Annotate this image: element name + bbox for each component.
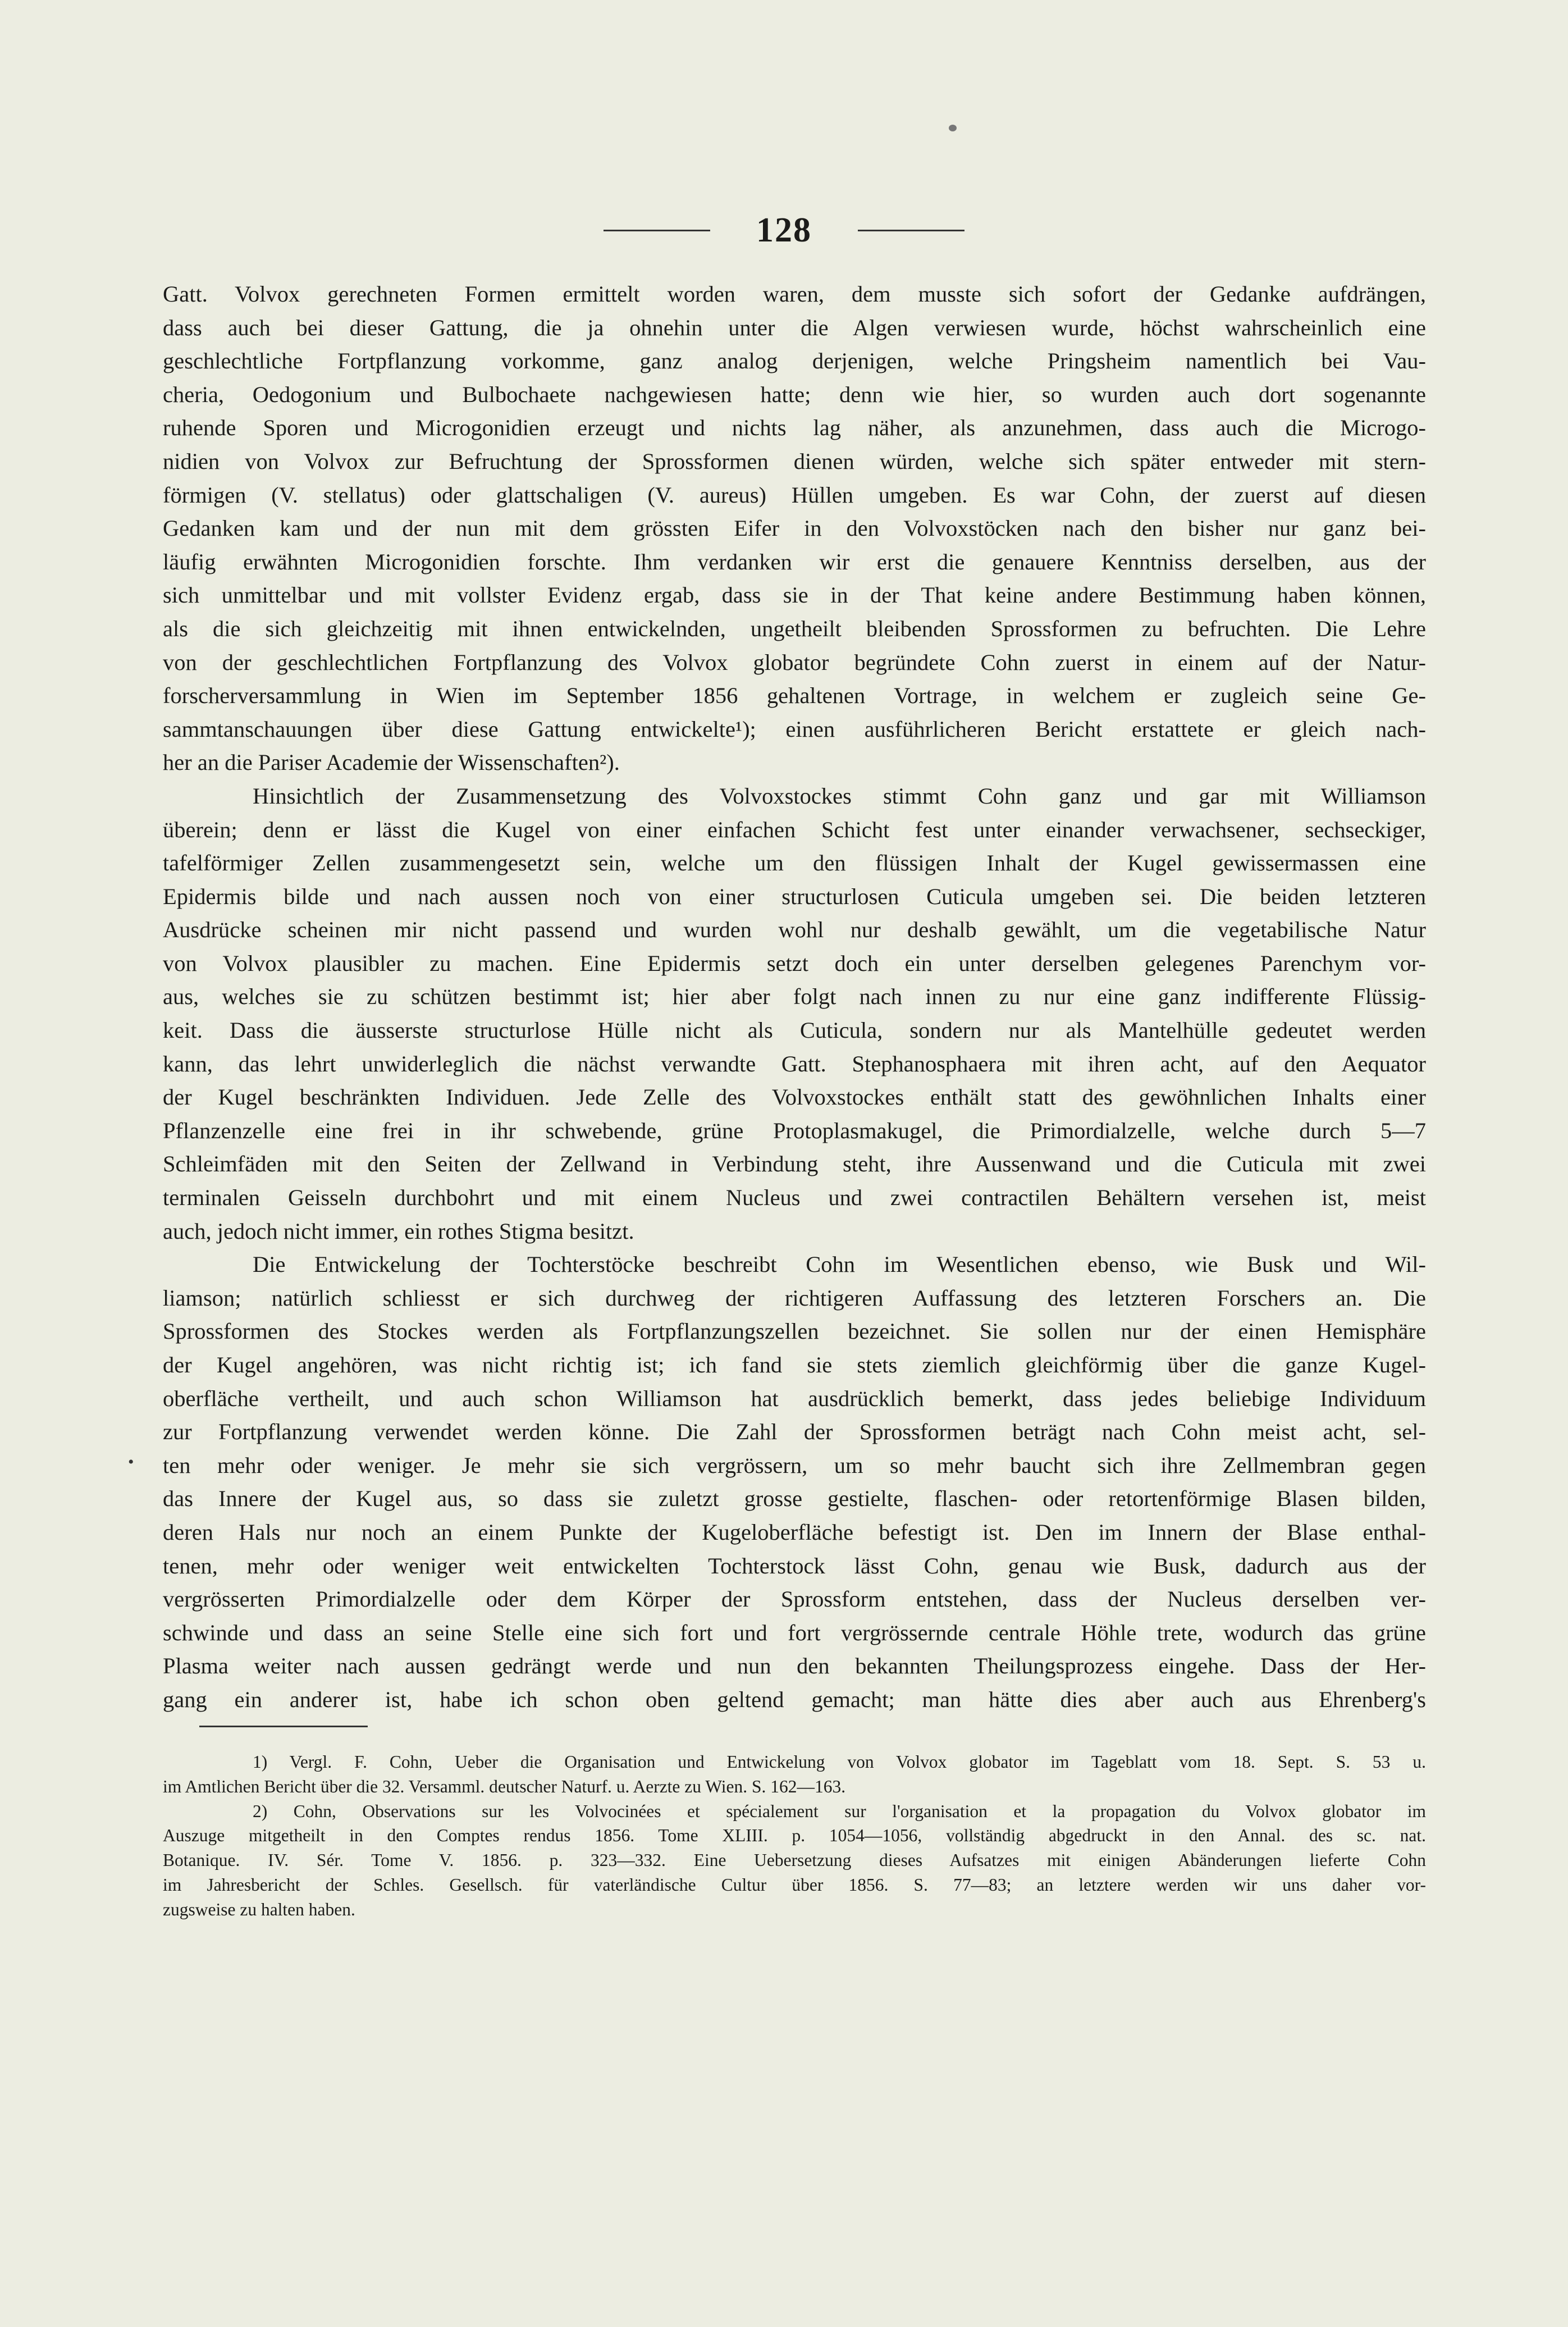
body-line: Pflanzenzelle eine frei in ihr schwebende, grüne Protoplasmakugel, die Primordialzelle, welche durch 5—7 <box>163 1117 1426 1143</box>
body-line: ruhende Sporen und Microgonidien erzeugt und nichts lag näher, als anzunehmen, dass auch die Microgo- <box>163 415 1426 441</box>
body-line: Hinsichtlich der Zusammensetzung des Volvoxstockes stimmt Cohn ganz und gar mit Williamson <box>253 783 1426 809</box>
paper-speck <box>949 125 957 131</box>
body-line: forscherversammlung in Wien im September 1856 gehaltenen Vortrage, in welchem er zugleich seine Ge- <box>163 683 1426 709</box>
body-line: von Volvox plausibler zu machen. Eine Epidermis setzt doch ein unter derselben gelegenes Parenchym vor- <box>163 950 1426 976</box>
body-line: als die sich gleichzeitig mit ihnen entwickelnden, ungetheilt bleibenden Sprossformen zu befruchten. Die Lehre <box>163 615 1426 641</box>
body-line: überein; denn er lässt die Kugel von einer einfachen Schicht fest unter einander verwachsener, sechseckiger, <box>163 816 1426 842</box>
footnote-line: im Amtlichen Bericht über die 32. Versamml. deutscher Naturf. u. Aerzte zu Wien. S. 162—163. <box>163 1776 846 1796</box>
body-line: geschlechtliche Fortpflanzung vorkomme, ganz analog derjenigen, welche Pringsheim namentlich bei Vau- <box>163 348 1426 374</box>
body-line: Ausdrücke scheinen mir nicht passend und wurden wohl nur deshalb gewählt, um die vegetabilische Natur <box>163 917 1426 943</box>
footnote-line: im Jahresbericht der Schles. Gesellsch. für vaterländische Cultur über 1856. S. 77—83; an letztere werden wir uns daher vor- <box>163 1874 1426 1895</box>
footnote-line: Auszuge mitgetheilt in den Comptes rendus 1856. Tome XLIII. p. 1054—1056, vollständig abgedruckt in den Annal. des sc. nat. <box>163 1826 1426 1846</box>
margin-mark: • <box>128 1453 134 1471</box>
body-line: zur Fortpflanzung verwendet werden könne. Die Zahl der Sprossformen beträgt nach Cohn meist acht, sel- <box>163 1419 1426 1445</box>
body-line: der Kugel angehören, was nicht richtig ist; ich fand sie stets ziemlich gleichförmig über die ganze Kugel- <box>163 1352 1426 1377</box>
body-line: cheria, Oedogonium und Bulbochaete nachgewiesen hatte; denn wie hier, so wurden auch dort sogenannte <box>163 381 1426 407</box>
footnote-line: Botanique. IV. Sér. Tome V. 1856. p. 323—332. Eine Uebersetzung dieses Aufsatzes mit einigen Abänderungen lieferte Cohn <box>163 1850 1426 1870</box>
body-line: auch, jedoch nicht immer, ein rothes Stigma besitzt. <box>163 1218 634 1244</box>
body-line: oberfläche vertheilt, und auch schon Williamson hat ausdrücklich bemerkt, dass jedes beliebige Individuum <box>163 1385 1426 1411</box>
body-line: nidien von Volvox zur Befruchtung der Sprossformen dienen würden, welche sich später entweder mit stern- <box>163 448 1426 474</box>
body-line: Gedanken kam und der nun mit dem grössten Eifer in den Volvoxstöcken nach den bisher nur ganz bei- <box>163 515 1426 541</box>
page-header <box>0 211 1568 250</box>
page-number: 128 <box>756 211 812 249</box>
footnote-line: zugsweise zu halten haben. <box>163 1899 355 1919</box>
body-line: förmigen (V. stellatus) oder glattschaligen (V. aureus) Hüllen umgeben. Es war Cohn, der zuerst auf diesen <box>163 482 1426 508</box>
body-line: Die Entwickelung der Tochterstöcke beschreibt Cohn im Wesentlichen ebenso, wie Busk und Wil- <box>253 1252 1426 1277</box>
body-line: vergrösserten Primordialzelle oder dem Körper der Sprossform entstehen, dass der Nucleus derselben ver- <box>163 1586 1426 1612</box>
body-line: keit. Dass die äusserste structurlose Hülle nicht als Cuticula, sondern nur als Mantelhülle gedeutet werden <box>163 1018 1426 1043</box>
footnotes <box>163 1750 1426 1922</box>
footnote-line: 2) Cohn, Observations sur les Volvocinées et spécialement sur l'organisation et la propagation du Volvox globator im <box>253 1801 1426 1821</box>
body-line: deren Hals nur noch an einem Punkte der Kugeloberfläche befestigt ist. Den im Innern der Blase enthal- <box>163 1519 1426 1545</box>
body-line: dass auch bei dieser Gattung, die ja ohnehin unter die Algen verwiesen wurde, höchst wahrscheinlich eine <box>163 314 1426 340</box>
footnote-rule <box>199 1726 368 1727</box>
body-line: terminalen Geisseln durchbohrt und mit einem Nucleus und zwei contractilen Behältern versehen ist, meist <box>163 1185 1426 1211</box>
header-rule-right <box>858 230 964 231</box>
body-line: von der geschlechtlichen Fortpflanzung des Volvox globator begründete Cohn zuerst in einem auf der Natur- <box>163 649 1426 675</box>
footnote-line: 1) Vergl. F. Cohn, Ueber die Organisation und Entwickelung von Volvox globator im Tageblatt vom 18. Sept. S. 53 u. <box>253 1752 1426 1772</box>
body-line: kann, das lehrt unwiderleglich die nächst verwandte Gatt. Stephanosphaera mit ihren acht, auf den Aequator <box>163 1051 1426 1076</box>
body-line: sich unmittelbar und mit vollster Evidenz ergab, dass sie in der That keine andere Bestimmung haben können, <box>163 582 1426 608</box>
body-line: läufig erwähnten Microgonidien forschte. Ihm verdanken wir erst die genauere Kenntniss derselben, aus der <box>163 549 1426 574</box>
body-line: tafelförmiger Zellen zusammengesetzt sein, welche um den flüssigen Inhalt der Kugel gewissermassen eine <box>163 850 1426 876</box>
body-line: das Innere der Kugel aus, so dass sie zuletzt grosse gestielte, flaschen- oder retortenförmige Blasen bilden, <box>163 1486 1426 1512</box>
body-line: tenen, mehr oder weniger weit entwickelten Tochterstock lässt Cohn, genau wie Busk, dadurch aus der <box>163 1553 1426 1578</box>
body-line: Epidermis bilde und nach aussen noch von einer structurlosen Cuticula umgeben sei. Die beiden letzteren <box>163 883 1426 909</box>
body-line: der Kugel beschränkten Individuen. Jede Zelle des Volvoxstockes enthält statt des gewöhnlichen Inhalts einer <box>163 1084 1426 1110</box>
body-line: aus, welches sie zu schützen bestimmt ist; hier aber folgt nach innen zu nur eine ganz indifferente Flüssig- <box>163 984 1426 1010</box>
header-rule-left <box>604 230 710 231</box>
body-line: Plasma weiter nach aussen gedrängt werde und nun den bekannten Theilungsprozess eingehe. Dass der Her- <box>163 1653 1426 1679</box>
body-line: ten mehr oder weniger. Je mehr sie sich vergrössern, um so mehr baucht sich ihre Zellmembran gegen <box>163 1452 1426 1478</box>
body-line: gang ein anderer ist, habe ich schon oben geltend gemacht; man hätte dies aber auch aus Ehrenberg's <box>163 1686 1426 1712</box>
body-line: Schleimfäden mit den Seiten der Zellwand in Verbindung steht, ihre Aussenwand und die Cuticula mit zwei <box>163 1151 1426 1177</box>
body-line: schwinde und dass an seine Stelle eine sich fort und fort vergrössernde centrale Höhle trete, wodurch das grüne <box>163 1619 1426 1645</box>
body-line: liamson; natürlich schliesst er sich durchweg der richtigeren Auffassung des letzteren Forschers an. Die <box>163 1285 1426 1311</box>
body-line: Sprossformen des Stockes werden als Fortpflanzungszellen bezeichnet. Sie sollen nur der einen Hemisphäre <box>163 1318 1426 1344</box>
body-line: sammtanschauungen über diese Gattung entwickelte¹); einen ausführlicheren Bericht erstattete er gleich nach- <box>163 716 1426 742</box>
body-line: her an die Pariser Academie der Wissenschaften²). <box>163 750 620 775</box>
body-line: Gatt. Volvox gerechneten Formen ermittelt worden waren, dem musste sich sofort der Gedanke aufdrängen, <box>163 281 1426 307</box>
body-text <box>163 277 1426 1717</box>
